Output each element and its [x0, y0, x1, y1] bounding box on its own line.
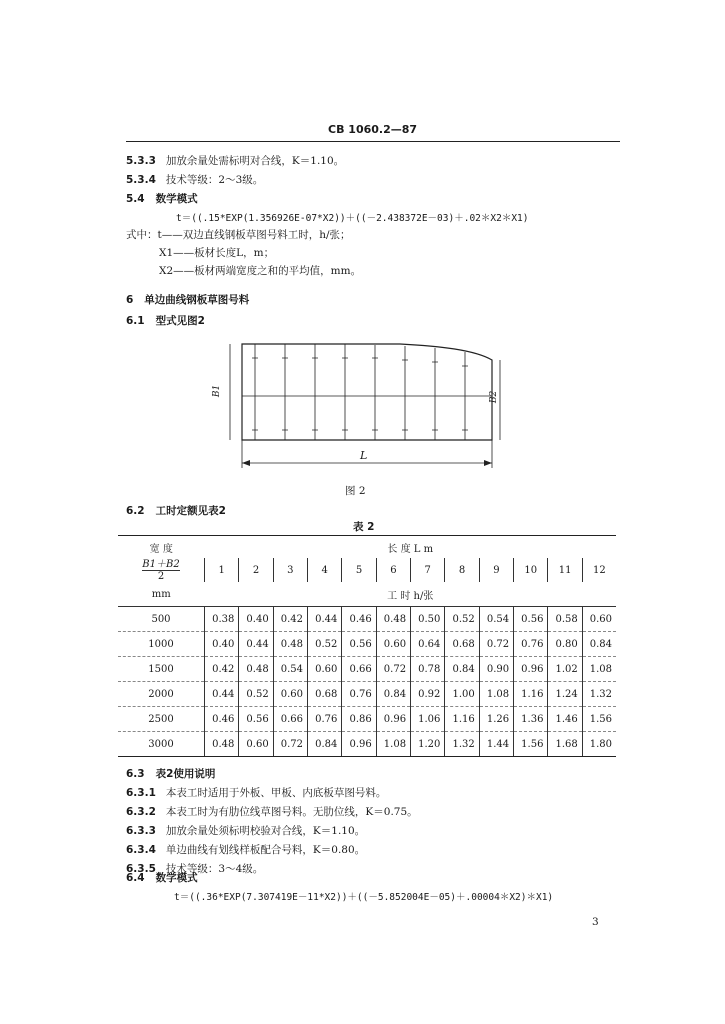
column-header: 9 — [479, 558, 513, 582]
table-cell: 0.56 — [514, 607, 548, 632]
where-line-3: X2——板材两端宽度之和的平均值，mm。 — [159, 265, 362, 277]
table-cell: 0.50 — [411, 607, 445, 632]
table-cell: 1.06 — [411, 707, 445, 732]
table-cell: 1.80 — [582, 732, 616, 757]
table-cell: 0.38 — [205, 607, 239, 632]
table-cell: 0.44 — [239, 632, 273, 657]
table-cell: 0.84 — [582, 632, 616, 657]
table-cell: 0.90 — [479, 657, 513, 682]
table-cell: 1.24 — [548, 682, 582, 707]
table-cell: 1.26 — [479, 707, 513, 732]
table-cell: 0.96 — [514, 657, 548, 682]
table-cell: 1.68 — [548, 732, 582, 757]
page-number: 3 — [592, 916, 599, 928]
table-cell: 0.92 — [411, 682, 445, 707]
column-header: 1 — [205, 558, 239, 582]
plate-outline — [242, 344, 492, 440]
formula-6-4: t＝((.36*EXP(7.307419E－11*X2))＋((－5.852004E－05)＋.00004＊X2)＊X1) — [174, 892, 554, 903]
figure-label-b1: B1 — [212, 384, 223, 398]
table-cell: 0.84 — [445, 657, 479, 682]
column-header: 2 — [239, 558, 273, 582]
table-cell: 0.54 — [479, 607, 513, 632]
where-line-2: X1——板材长度L，m； — [159, 247, 275, 259]
formula-denominator: 2 — [157, 570, 165, 582]
clause-6-3-2: 6.3.2 本表工时为有肋位线草图号料。无肋位线，K＝0.75。 — [126, 806, 418, 818]
table-cell: 1.16 — [445, 707, 479, 732]
table-cell: 0.86 — [342, 707, 376, 732]
table-cell: 0.48 — [239, 657, 273, 682]
table-cell: 1.16 — [514, 682, 548, 707]
table-cell: 1.00 — [445, 682, 479, 707]
section-6-4-heading: 6.4 数学模式 — [126, 872, 198, 884]
table-cell: 0.96 — [342, 732, 376, 757]
column-number-row — [118, 558, 616, 582]
table-cell: 0.68 — [308, 682, 342, 707]
table-cell: 0.66 — [342, 657, 376, 682]
table-cell: 1.08 — [376, 732, 410, 757]
table-cell: 0.72 — [376, 657, 410, 682]
table-cell: 0.84 — [376, 682, 410, 707]
table-cell: 0.78 — [411, 657, 445, 682]
table-cell: 0.76 — [308, 707, 342, 732]
table-cell: 0.40 — [205, 632, 239, 657]
table-cell: 0.72 — [479, 632, 513, 657]
table-cell: 1.02 — [548, 657, 582, 682]
table-cell: 0.60 — [273, 682, 307, 707]
table-cell: 0.84 — [308, 732, 342, 757]
table-row — [118, 732, 616, 757]
table-cell: 0.42 — [273, 607, 307, 632]
figure-caption: 图 2 — [345, 485, 366, 497]
table-cell: 0.48 — [376, 607, 410, 632]
row-width: 500 — [118, 607, 205, 632]
section-6-1-heading: 6.1 型式见图2 — [126, 315, 205, 327]
table-cell: 0.72 — [273, 732, 307, 757]
table-cell: 0.64 — [411, 632, 445, 657]
section-6-3-heading: 6.3 表2使用说明 — [126, 768, 216, 780]
column-header: 5 — [342, 558, 376, 582]
table-cell: 0.76 — [514, 632, 548, 657]
table-cell: 0.80 — [548, 632, 582, 657]
row-width: 3000 — [118, 732, 205, 757]
width-formula — [118, 558, 205, 582]
table-cell: 1.32 — [582, 682, 616, 707]
column-header: 4 — [308, 558, 342, 582]
table-cell: 0.46 — [342, 607, 376, 632]
column-header: 10 — [514, 558, 548, 582]
table-cell: 0.48 — [273, 632, 307, 657]
length-header: 长 度 L m — [205, 536, 617, 559]
table-cell: 0.60 — [376, 632, 410, 657]
table-cell: 0.46 — [205, 707, 239, 732]
formula-numerator: B1＋B2 — [142, 558, 180, 570]
unit-row — [118, 582, 616, 607]
column-header: 6 — [376, 558, 410, 582]
document-code: CB 1060.2—87 — [328, 123, 418, 136]
section-6-2-heading: 6.2 工时定额见表2 — [126, 505, 226, 517]
table-header-row — [118, 536, 616, 559]
table-cell: 1.56 — [514, 732, 548, 757]
clause-6-3-4: 6.3.4 单边曲线有划线样板配合号料，K＝0.80。 — [126, 844, 366, 856]
table-cell: 1.56 — [582, 707, 616, 732]
section-6-heading: 6 单边曲线钢板草图号料 — [126, 294, 250, 306]
column-header: 7 — [411, 558, 445, 582]
table-row — [118, 607, 616, 632]
row-width: 1500 — [118, 657, 205, 682]
table-cell: 0.56 — [239, 707, 273, 732]
table-cell: 0.52 — [445, 607, 479, 632]
table-cell: 0.40 — [239, 607, 273, 632]
row-width: 2500 — [118, 707, 205, 732]
table-cell: 0.48 — [205, 732, 239, 757]
table-cell: 0.60 — [239, 732, 273, 757]
table-cell: 0.52 — [308, 632, 342, 657]
table-cell: 0.52 — [239, 682, 273, 707]
formula-5-4: t＝((.15*EXP(1.356926E-07*X2))＋((－2.438372E－03)＋.02＊X2＊X1) — [176, 213, 529, 224]
column-header: 8 — [445, 558, 479, 582]
table-cell: 0.56 — [342, 632, 376, 657]
table-row — [118, 657, 616, 682]
figure-label-b2: B2 — [489, 390, 500, 404]
clause-5-3-4: 5.3.4 技术等级：2～3级。 — [126, 174, 264, 186]
header-rule — [126, 141, 620, 142]
table-cell: 0.96 — [376, 707, 410, 732]
rib-lines — [255, 344, 465, 440]
table-cell: 1.36 — [514, 707, 548, 732]
work-hours-header: 工 时 h/张 — [205, 582, 617, 607]
table-cell: 0.76 — [342, 682, 376, 707]
table-row — [118, 632, 616, 657]
table-cell: 0.60 — [582, 607, 616, 632]
table-cell: 1.46 — [548, 707, 582, 732]
column-header: 11 — [548, 558, 582, 582]
section-5-4-heading: 5.4 数学模式 — [126, 193, 198, 205]
row-width: 2000 — [118, 682, 205, 707]
width-header: 宽 度 — [118, 536, 205, 559]
clause-6-3-5: 6.3.5 技术等级：3～4级。 — [126, 863, 264, 875]
tick-marks — [252, 358, 468, 430]
clause-5-3-3: 5.3.3 加放余量处需标明对合线，K＝1.10。 — [126, 155, 345, 167]
column-header: 3 — [273, 558, 307, 582]
table-cell: 0.68 — [445, 632, 479, 657]
table-cell: 0.60 — [308, 657, 342, 682]
table-cell: 1.20 — [411, 732, 445, 757]
table-cell: 1.08 — [582, 657, 616, 682]
table-2-caption: 表 2 — [353, 521, 375, 533]
clause-6-3-1: 6.3.1 本表工时适用于外板、甲板、内底板草图号料。 — [126, 787, 387, 799]
where-line-1: 式中：t——双边直线钢板草图号料工时，h/张； — [126, 229, 351, 241]
table-2 — [118, 535, 616, 757]
table-cell: 0.44 — [308, 607, 342, 632]
clause-6-3-3: 6.3.3 加放余量处须标明校验对合线，K＝1.10。 — [126, 825, 366, 837]
table-cell: 1.32 — [445, 732, 479, 757]
table-cell: 0.58 — [548, 607, 582, 632]
width-unit: mm — [118, 582, 205, 607]
table-cell: 0.42 — [205, 657, 239, 682]
column-header: 12 — [582, 558, 616, 582]
table-cell: 0.54 — [273, 657, 307, 682]
table-cell: 0.44 — [205, 682, 239, 707]
table-row — [118, 707, 616, 732]
table-row — [118, 682, 616, 707]
table-cell: 0.66 — [273, 707, 307, 732]
row-width: 1000 — [118, 632, 205, 657]
figure-label-l: L — [360, 449, 368, 462]
table-cell: 1.44 — [479, 732, 513, 757]
table-cell: 1.08 — [479, 682, 513, 707]
